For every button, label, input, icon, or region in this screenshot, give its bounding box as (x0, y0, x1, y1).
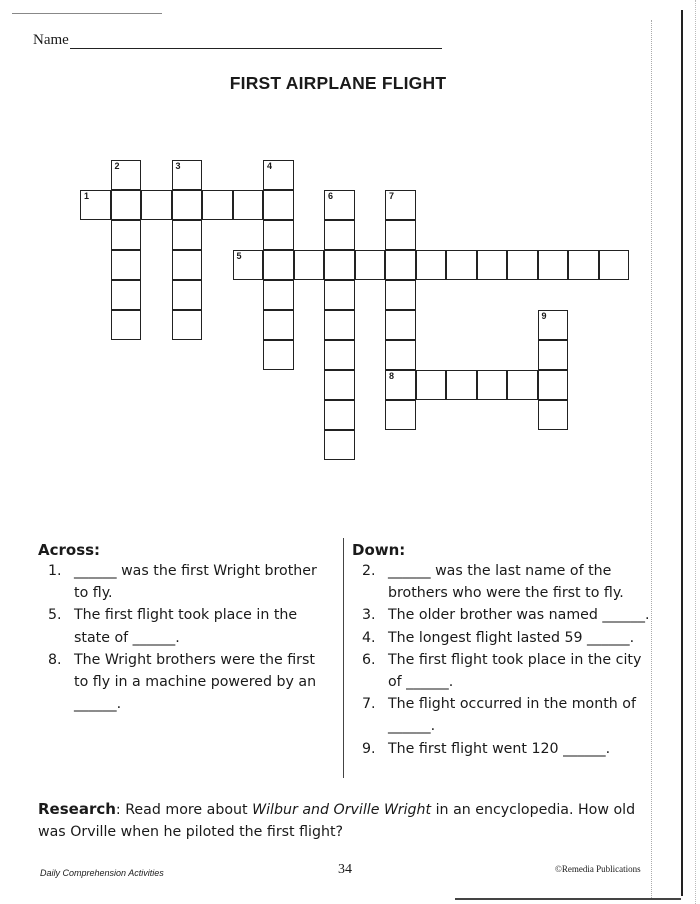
page-number: 34 (338, 862, 352, 877)
clue-number: 4. (362, 629, 376, 646)
crossword-cell[interactable] (385, 250, 416, 280)
cell-clue-number: 8 (389, 371, 395, 381)
page-edge-border (681, 10, 683, 896)
crossword-cell[interactable] (294, 250, 325, 280)
crossword-cell[interactable] (385, 340, 416, 370)
scan-margin-dots (651, 20, 652, 900)
research-text-after: in an encyclopedia. How old was Orville when he piloted the first flight? (38, 802, 636, 840)
across-clues (38, 540, 333, 715)
crossword-cell[interactable] (538, 370, 569, 400)
clue-number: 8. (48, 651, 62, 668)
footer-series-title: Daily Comprehension Activities (40, 868, 164, 878)
crossword-cell[interactable] (324, 310, 355, 340)
crossword-cell[interactable] (599, 250, 630, 280)
clue-number: 7. (362, 696, 376, 713)
crossword-cell[interactable] (416, 250, 447, 280)
crossword-cell[interactable] (416, 370, 447, 400)
clue-number: 5. (48, 607, 62, 624)
clue-text: ______ was the first Wright brother to fly. (74, 563, 317, 602)
crossword-cell[interactable] (111, 280, 142, 310)
crossword-cell[interactable] (172, 190, 203, 220)
clue-across-5 (38, 604, 333, 648)
crossword-cell[interactable] (172, 160, 203, 190)
clue-number: 2. (362, 563, 376, 579)
crossword-cell[interactable] (385, 220, 416, 250)
crossword-cell[interactable] (385, 280, 416, 310)
down-heading: Down: (352, 541, 406, 559)
clue-text: The first flight took place in the state of ______. (74, 607, 298, 646)
clue-number: 1. (48, 563, 62, 579)
crossword-cell[interactable] (446, 250, 477, 280)
crossword-cell[interactable] (324, 220, 355, 250)
clue-text: ______ was the last name of the brothers who were the first to fly. (388, 563, 624, 602)
crossword-cell[interactable] (263, 160, 294, 190)
footer-copyright: ©Remedia Publications (555, 864, 641, 874)
crossword-cell[interactable] (324, 340, 355, 370)
crossword-cell[interactable] (172, 310, 203, 340)
clue-across-1 (38, 560, 333, 604)
crossword-cell[interactable] (263, 250, 294, 280)
clue-text: The longest flight lasted 59 ______. (388, 629, 635, 646)
crossword-cell[interactable] (111, 220, 142, 250)
cell-clue-number: 1 (84, 191, 90, 201)
crossword-cell[interactable] (538, 250, 569, 280)
crossword-cell[interactable] (538, 400, 569, 430)
crossword-cell[interactable] (507, 250, 538, 280)
crossword-cell[interactable] (141, 190, 172, 220)
crossword-cell[interactable] (538, 310, 569, 340)
crossword-cell[interactable] (385, 400, 416, 430)
crossword-cell[interactable] (324, 370, 355, 400)
crossword-cell[interactable] (477, 370, 508, 400)
crossword-cell[interactable] (233, 190, 264, 220)
clue-number: 6. (362, 651, 376, 668)
cell-clue-number: 2 (114, 161, 120, 171)
scan-edge (695, 0, 696, 904)
crossword-cell[interactable] (263, 220, 294, 250)
clue-across-8 (38, 649, 333, 716)
cell-clue-number: 6 (328, 191, 334, 201)
crossword-cell[interactable] (172, 220, 203, 250)
crossword-cell[interactable] (324, 280, 355, 310)
research-label: Research (38, 800, 116, 818)
clue-text: The older brother was named ______. (388, 607, 650, 624)
clue-down-7 (352, 693, 652, 737)
crossword-cell[interactable] (202, 190, 233, 220)
crossword-cell[interactable] (324, 400, 355, 430)
crossword-cell[interactable] (111, 310, 142, 340)
crossword-cell[interactable] (477, 250, 508, 280)
crossword-cell[interactable] (355, 250, 386, 280)
crossword-cell[interactable] (111, 250, 142, 280)
crossword-cell[interactable] (111, 190, 142, 220)
crossword-cell[interactable] (507, 370, 538, 400)
clue-down-3 (352, 604, 652, 626)
clue-number: 3. (362, 607, 376, 624)
across-heading: Across: (38, 541, 101, 559)
clue-down-9 (352, 738, 652, 760)
crossword-cell[interactable] (446, 370, 477, 400)
research-prompt (38, 798, 658, 843)
research-text-before: : Read more about (115, 802, 253, 818)
crossword-cell[interactable] (172, 280, 203, 310)
down-clues (352, 540, 652, 760)
clue-down-4 (352, 627, 652, 649)
crossword-cell[interactable] (538, 340, 569, 370)
name-blank-line[interactable] (70, 34, 442, 49)
crossword-cell[interactable] (263, 280, 294, 310)
top-rule (12, 13, 162, 14)
bottom-rule (455, 898, 681, 900)
cell-clue-number: 5 (236, 251, 242, 261)
cell-clue-number: 9 (541, 311, 547, 321)
crossword-cell[interactable] (263, 310, 294, 340)
crossword-cell[interactable] (385, 190, 416, 220)
clue-down-2 (352, 560, 652, 604)
crossword-cell[interactable] (172, 250, 203, 280)
crossword-cell[interactable] (111, 160, 142, 190)
cell-clue-number: 3 (175, 161, 181, 171)
clue-text: The Wright brothers were the first to fly in a machine powered by an ______. (74, 651, 317, 713)
clue-column-divider (343, 538, 344, 778)
clue-number: 9. (362, 740, 376, 757)
crossword-cell[interactable] (324, 250, 355, 280)
clue-text: The first flight took place in the city of ______. (388, 651, 642, 691)
crossword-cell[interactable] (324, 430, 355, 460)
crossword-cell[interactable] (263, 340, 294, 370)
crossword-cell[interactable] (233, 250, 264, 280)
clue-text: The flight occurred in the month of ______. (388, 696, 636, 735)
crossword-cell[interactable] (263, 190, 294, 220)
crossword-cell[interactable] (385, 370, 416, 400)
clue-text: The first flight went 120 ______. (388, 740, 611, 757)
crossword-cell[interactable] (324, 190, 355, 220)
crossword-cell[interactable] (385, 310, 416, 340)
research-italic-names: Wilbur and Orville Wright (252, 802, 432, 818)
name-field (33, 32, 442, 49)
clue-down-6 (352, 649, 652, 693)
crossword-cell[interactable] (568, 250, 599, 280)
page-title: FIRST AIRPLANE FLIGHT (229, 73, 447, 93)
crossword-cell[interactable] (80, 190, 111, 220)
name-label: Name (33, 32, 69, 48)
cell-clue-number: 4 (267, 161, 273, 171)
cell-clue-number: 7 (389, 191, 395, 201)
